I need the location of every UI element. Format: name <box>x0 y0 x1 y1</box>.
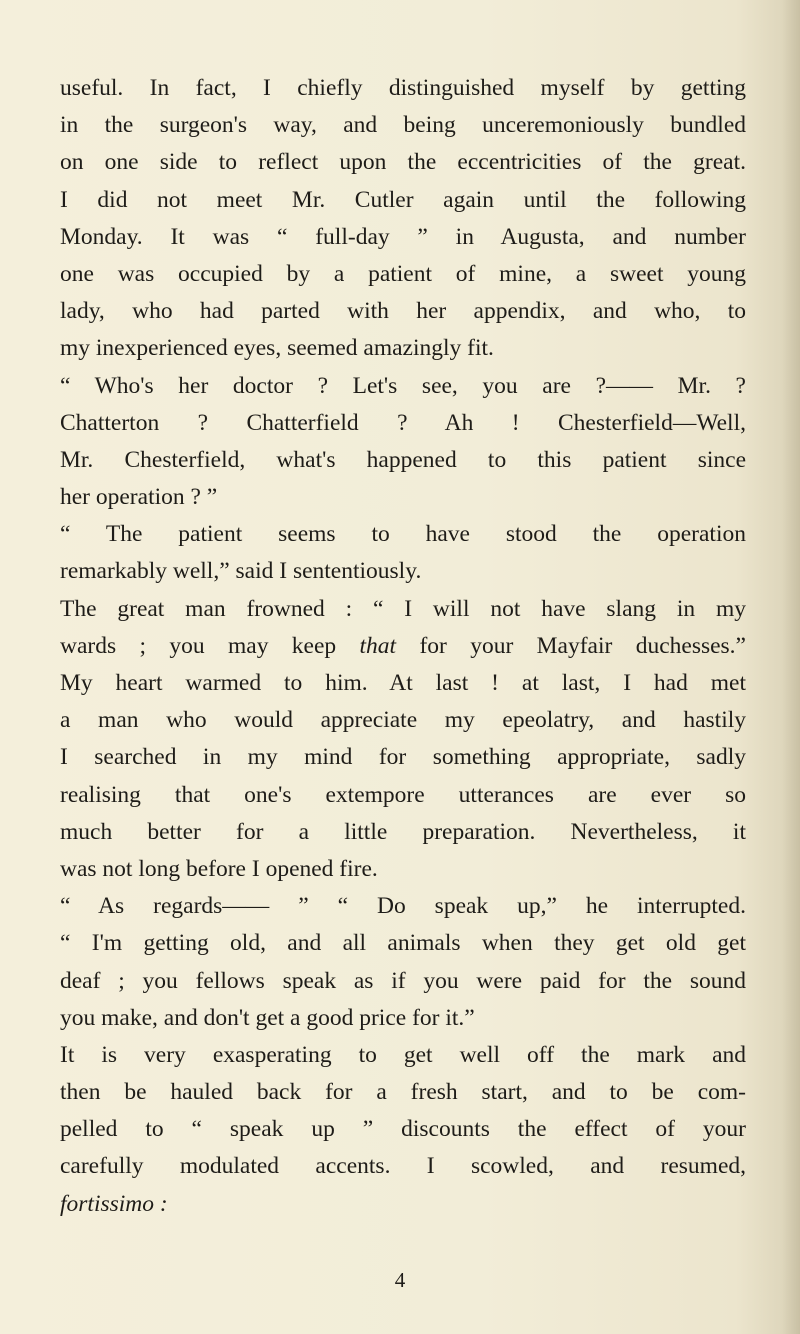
text-line: her operation ? ” <box>60 484 218 511</box>
text-line: I did not meet Mr. Cutler again until the following <box>60 186 746 213</box>
text-line: Chatterton ? Chatterfield ? Ah ! Chesterfield—Well, <box>60 409 746 436</box>
text-line: realising that one's extempore utterances are ever so <box>60 781 746 808</box>
text-line: carefully modulated accents. I scowled, and resumed, <box>60 1153 746 1180</box>
page-number: 4 <box>394 1268 406 1292</box>
page-edge-shadow <box>782 0 800 1334</box>
body-text <box>60 70 746 1223</box>
text-line: The great man frowned : “ I will not have slang in my <box>60 595 746 622</box>
text-line: deaf ; you fellows speak as if you were paid for the sound <box>60 967 746 994</box>
text-line: then be hauled back for a fresh start, and to be com- <box>60 1079 746 1106</box>
text-line: I searched in my mind for something appropriate, sadly <box>60 744 746 771</box>
text-line: It is very exasperating to get well off the mark and <box>60 1041 746 1068</box>
text-line: much better for a little preparation. Nevertheless, it <box>60 818 746 845</box>
text-line: “ I'm getting old, and all animals when they get old get <box>60 930 746 957</box>
text-line: one was occupied by a patient of mine, a sweet young <box>60 260 746 287</box>
text-line: was not long before I opened fire. <box>60 855 378 882</box>
text-line: My heart warmed to him. At last ! at last, I had met <box>60 670 746 696</box>
text-line: fortissimo : <box>60 1190 168 1217</box>
text-line: “ The patient seems to have stood the operation <box>60 521 746 548</box>
text-line: lady, who had parted with her appendix, and who, to <box>60 298 746 325</box>
text-line: a man who would appreciate my epeolatry, and hastily <box>60 707 746 734</box>
text-line: useful. In fact, I chiefly distinguished myself by getting <box>60 75 746 101</box>
text-line: “ Who's her doctor ? Let's see, you are ?—— Mr. ? <box>60 372 746 399</box>
text-line: Monday. It was “ full-day ” in Augusta, and number <box>60 223 746 250</box>
text-line: wards ; you may keep that for your Mayfair duchesses.” <box>60 632 746 659</box>
text-line: pelled to “ speak up ” discounts the effect of your <box>60 1116 746 1143</box>
text-line: you make, and don't get a good price for it.” <box>60 1004 475 1031</box>
text-line: remarkably well,” said I sententiously. <box>60 558 422 585</box>
text-line: in the surgeon's way, and being unceremoniously bundled <box>60 112 746 139</box>
text-line: “ As regards—— ” “ Do speak up,” he interrupted. <box>60 893 746 920</box>
text-line: on one side to reflect upon the eccentricities of the great. <box>60 149 746 176</box>
text-line: Mr. Chesterfield, what's happened to this patient since <box>60 446 746 473</box>
text-line: my inexperienced eyes, seemed amazingly fit. <box>60 335 494 362</box>
